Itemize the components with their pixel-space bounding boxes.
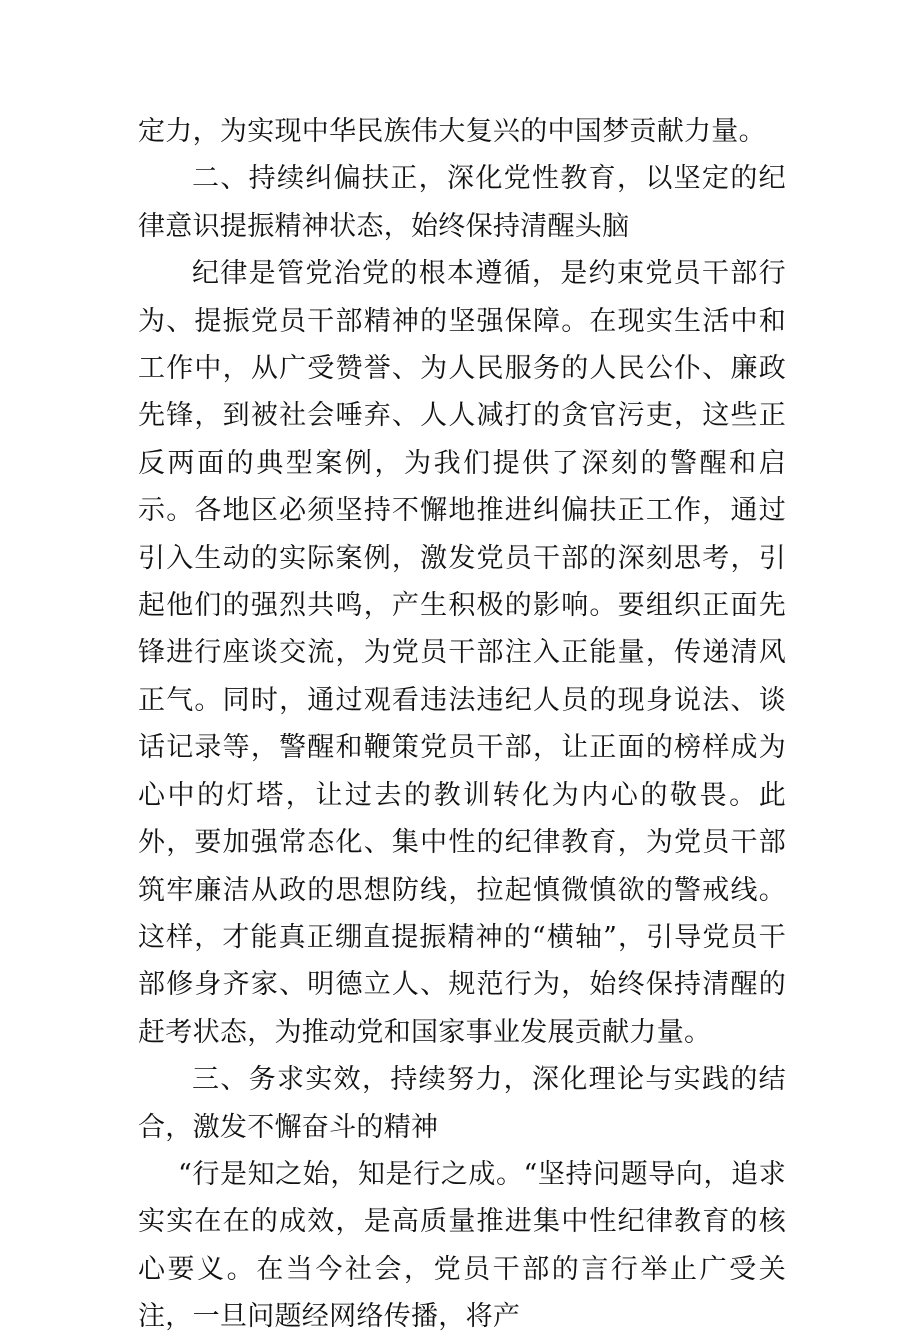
document-body <box>138 108 786 1341</box>
section-heading-two: 二、持续纠偏扶正，深化党性教育，以坚定的纪律意识提振精神状态，始终保持清醒头脑 <box>138 163 786 242</box>
paragraph-continuation: 定力，为实现中华民族伟大复兴的中国梦贡献力量。 <box>138 116 766 147</box>
section-heading-three: 三、务求实效，持续努力，深化理论与实践的结合，激发不懈奋斗的精神 <box>138 1064 786 1143</box>
paragraph-discipline: 纪律是管党治党的根本遵循，是约束党员干部行为、提振党员干部精神的坚强保障。在现实生活中和工作中，从广受赞誉、为人民服务的人民公仆、廉政先锋，到被社会唾弃、人人减打的贪官污吏，这些正反两面的典型案例，为我们提供了深刻的警醒和启示。各地区必须坚持不懈地推进纠偏扶正工作，通过引入生动的实际案例，激发党员干部的深刻思考，引起他们的强烈共鸣，产生积极的影响。要组织正面先锋进行座谈交流，为党员干部注入正能量，传递清风正气。同时，通过观看违法违纪人员的现身说法、谈话记录等，警醒和鞭策党员干部，让正面的榜样成为心中的灯塔，让过去的教训转化为内心的敬畏。此外，要加强常态化、集中性的纪律教育，为党员干部筑牢廉洁从政的思想防线，拉起慎微慎欲的警戒线。这样，才能真正绷直提振精神的“横轴”，引导党员干部修身齐家、明德立人、规范行为，始终保持清醒的赶考状态，为推动党和国家事业发展贡献力量。 <box>138 258 786 1048</box>
paragraph-quote: “行是知之始，知是行之成。“坚持问题导向，追求实实在在的成效，是高质量推进集中性纪律教育的核心要义。在当今社会，党员干部的言行举止广受关注，一旦问题经网络传播，将产 <box>138 1158 786 1333</box>
